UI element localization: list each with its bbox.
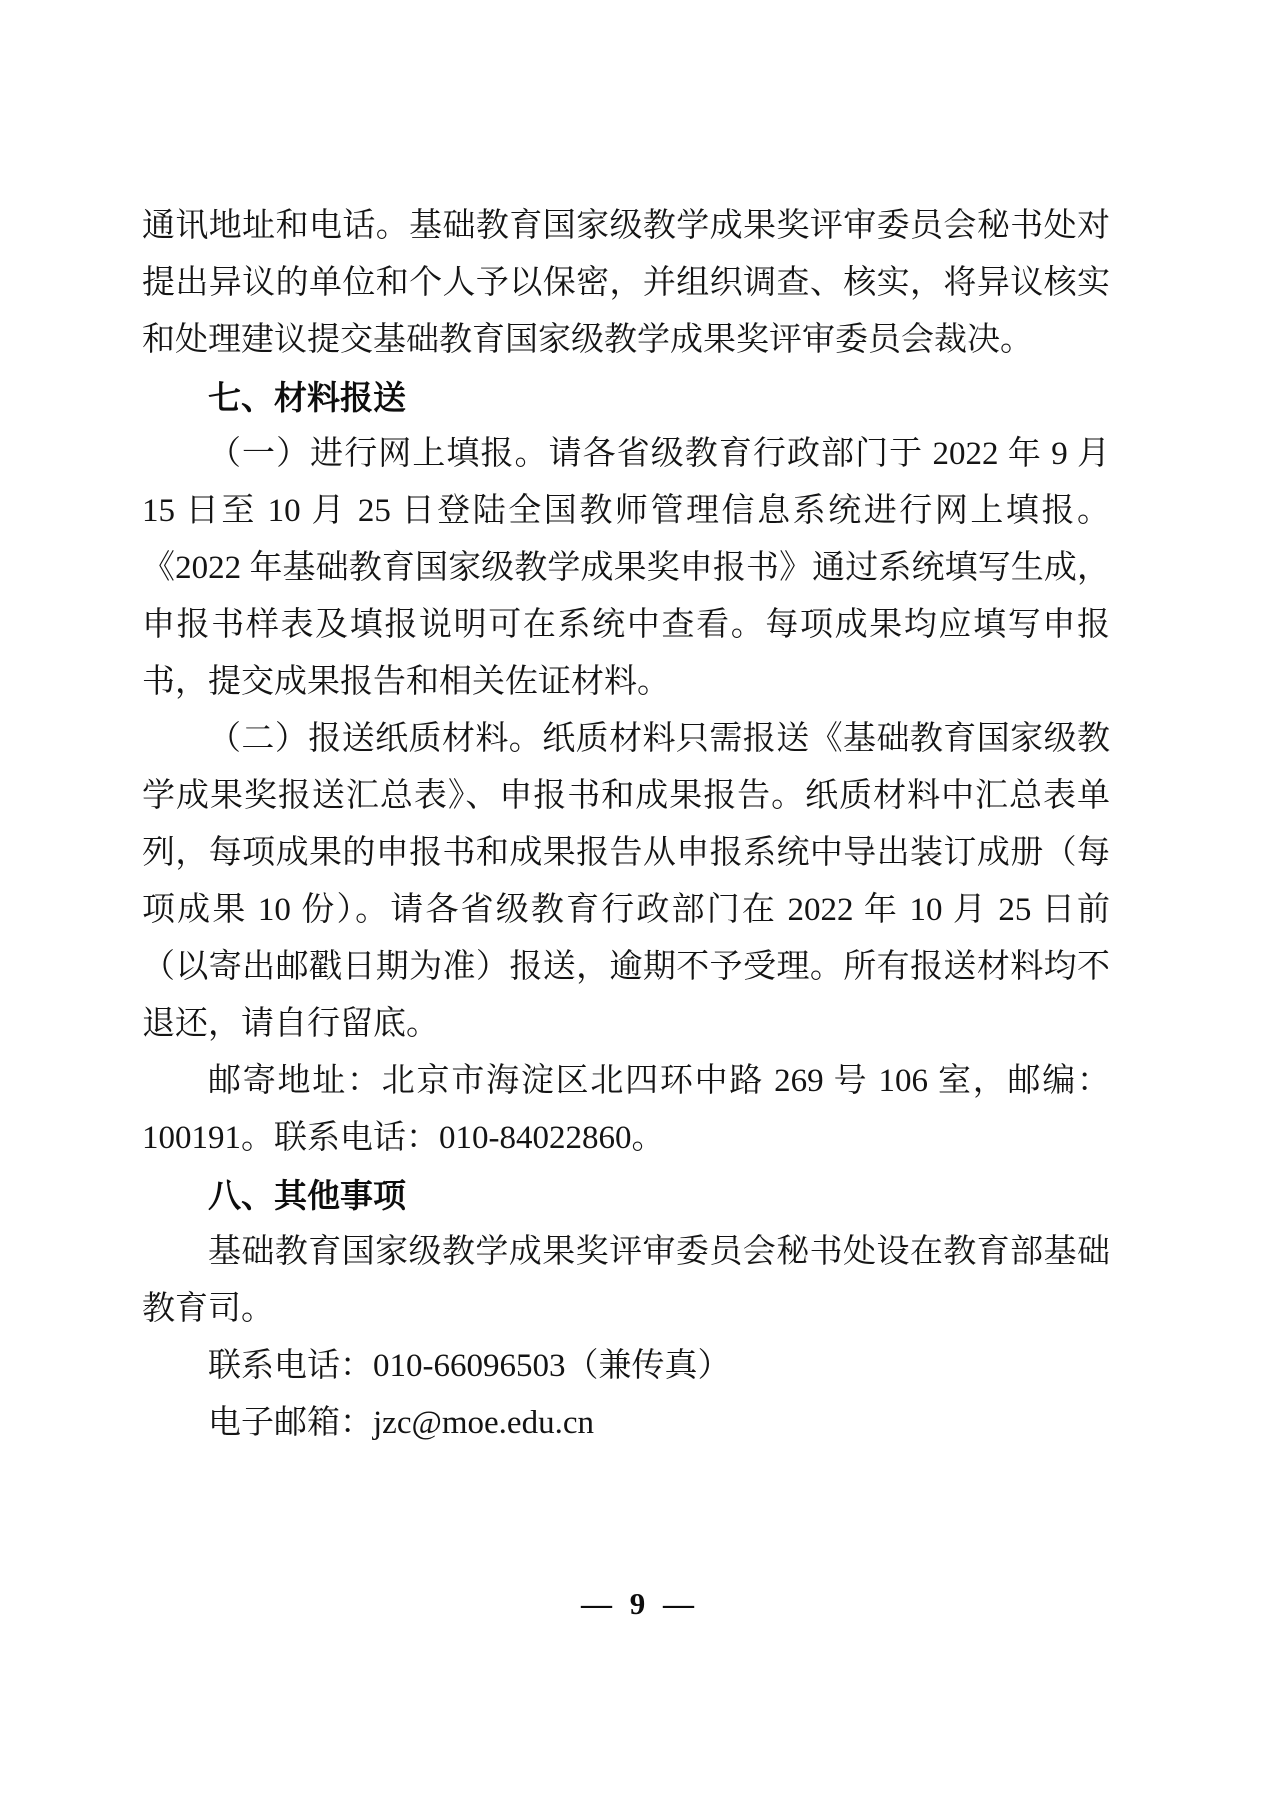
- paragraph-contact-email: 电子邮箱：jzc@moe.edu.cn: [208, 1405, 594, 1441]
- page-number: — 9 —: [581, 1586, 699, 1621]
- section-heading-other-matters: 八、其他事项: [208, 1177, 406, 1214]
- page-footer: [0, 1586, 1280, 1622]
- paragraph-paper-materials: （二）报送纸质材料。纸质材料只需报送《基础教育国家级教学成果奖报送汇总表》、申报书和成果报告。纸质材料中汇总表单列，每项成果的申报书和成果报告从申报系统中导出装订成册（每项成果 10 份）。请各省级教育行政部门在 2022 年 10 月 25 日前（以寄出邮戳日期为准）报送，逾期不予受理。所有报送材料均不退还，请自行留底。: [142, 721, 1110, 1042]
- paragraph-secretariat-location: 基础教育国家级教学成果奖评审委员会秘书处设在教育部基础教育司。: [142, 1234, 1110, 1327]
- document-body: [142, 198, 1110, 1452]
- section-heading-material-submission: 七、材料报送: [208, 379, 406, 416]
- paragraph-online-filing: （一）进行网上填报。请各省级教育行政部门于 2022 年 9 月 15 日至 10 月 25 日登陆全国教师管理信息系统进行网上填报。《2022 年基础教育国家级教学成果奖申报书》通过系统填写生成，申报书样表及填报说明可在系统中查看。每项成果均应填写申报书，提交成果报告和相关佐证材料。: [142, 436, 1110, 700]
- paragraph-objection-confidentiality: 通讯地址和电话。基础教育国家级教学成果奖评审委员会秘书处对提出异议的单位和个人予以保密，并组织调查、核实，将异议核实和处理建议提交基础教育国家级教学成果奖评审委员会裁决。: [142, 208, 1110, 358]
- paragraph-contact-phone: 联系电话：010-66096503（兼传真）: [208, 1348, 731, 1384]
- paragraph-mailing-address: 邮寄地址：北京市海淀区北四环中路 269 号 106 室，邮编：100191。联系电话：010-84022860。: [142, 1063, 1111, 1156]
